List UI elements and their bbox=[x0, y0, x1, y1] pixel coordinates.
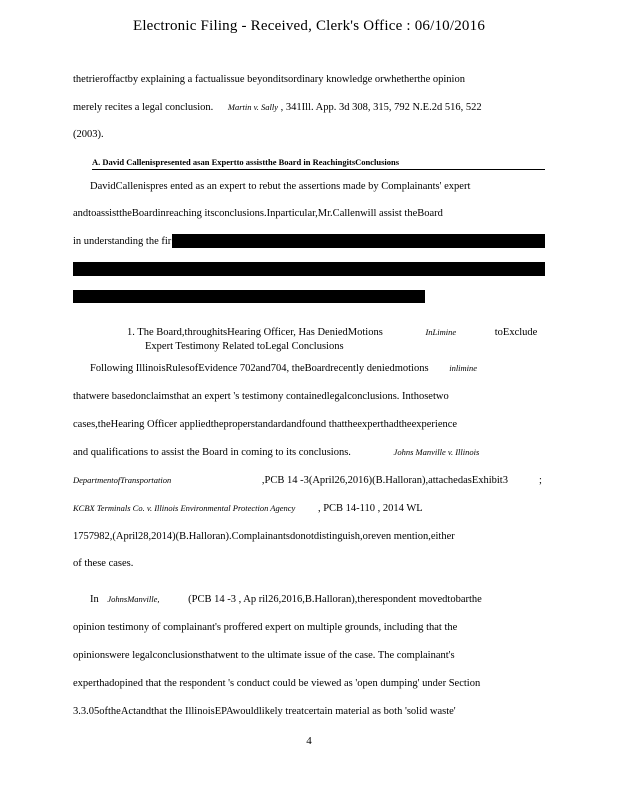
case-citation: Johns Manville v. Illinois bbox=[393, 447, 480, 457]
body-line bbox=[90, 362, 477, 375]
redaction-bar bbox=[172, 234, 545, 248]
list-item-heading bbox=[127, 326, 537, 339]
redaction-bar bbox=[73, 290, 425, 303]
case-citation: Martin v. Sally bbox=[227, 102, 278, 112]
body-line: thetrieroffactby explaining a factualissue beyonditsordinary knowledge orwhetherthe opinion bbox=[73, 74, 465, 85]
body-line: (2003). bbox=[73, 129, 104, 140]
list-item-heading: Expert Testimony Related toLegal Conclusions bbox=[145, 341, 344, 352]
text-run: In bbox=[90, 594, 99, 605]
latin-term: InLimine bbox=[425, 327, 457, 337]
body-line: 3.3.05oftheActandthat the IllinoisEPAwouldlikely treatcertain material as both 'solid waste' bbox=[73, 706, 456, 717]
body-line: opinionswere legalconclusionsthatwent to the ultimate issue of the case. The complainant's bbox=[73, 650, 455, 661]
case-citation: JohnsManville, bbox=[107, 594, 160, 604]
body-line bbox=[73, 474, 542, 487]
latin-term: inlimine bbox=[449, 363, 478, 373]
body-line bbox=[90, 593, 482, 606]
text-run: (PCB 14 -3 , Ap ril26,2016,B.Halloran),therespondent movedtobarthe bbox=[188, 594, 482, 605]
text-run: Following IllinoisRulesofEvidence 702and704, theBoardrecently deniedmotions bbox=[90, 363, 429, 374]
body-line: cases,theHearing Officer appliedtheproperstandardandfound thattheexperthadtheexperience bbox=[73, 419, 458, 430]
section-heading: A. David Callenispresented asan Expertto assistthe Board in ReachingitsConclusions bbox=[92, 157, 545, 170]
body-line bbox=[73, 101, 482, 114]
text-run: , PCB 14-110 , 2014 WL bbox=[317, 503, 423, 514]
text-run: 1. The Board,throughitsHearing Officer, Has DeniedMotions bbox=[127, 327, 383, 338]
body-line: of these cases. bbox=[73, 558, 134, 569]
body-line: in understanding the fir bbox=[73, 236, 172, 247]
redaction-bar bbox=[73, 262, 545, 276]
body-line: andtoassisttheBoardinreaching itsconclusions.Inparticular,Mr.Callenwill assist theBoard bbox=[73, 208, 443, 219]
body-line: DavidCallenispres ented as an expert to rebut the assertions made by Complainants' expert bbox=[90, 181, 471, 192]
text-run: toExclude bbox=[494, 327, 538, 338]
body-line: experthadopined that the respondent 's conduct could be viewed as 'open dumping' under Section bbox=[73, 678, 481, 689]
body-line bbox=[73, 502, 423, 515]
body-line bbox=[73, 446, 479, 459]
text-run: ,PCB 14 -3(April26,2016)(B.Halloran),attachedasExhibit3 bbox=[261, 475, 508, 486]
body-line: 1757982,(April28,2014)(B.Halloran).Complainantsdonotdistinguish,oreven mention,either bbox=[73, 531, 455, 542]
page-number: 4 bbox=[306, 735, 312, 747]
filing-header: Electronic Filing - Received, Clerk's Office : 06/10/2016 bbox=[132, 18, 486, 34]
text-run: ; bbox=[539, 475, 542, 486]
text-run: merely recites a legal conclusion. bbox=[73, 102, 214, 113]
body-line: thatwere basedonclaimsthat an expert 's testimony containedlegalconclusions. Inthosetwo bbox=[73, 391, 449, 402]
case-citation: DepartmentofTransportation bbox=[73, 475, 172, 485]
text-run: and qualifications to assist the Board in coming to its conclusions. bbox=[73, 447, 351, 458]
text-run: , 341Ill. App. 3d 308, 315, 792 N.E.2d 516, 522 bbox=[280, 102, 482, 113]
case-citation: KCBX Terminals Co. v. Illinois Environmental Protection Agency bbox=[73, 503, 296, 513]
body-line: opinion testimony of complainant's proffered expert on multiple grounds, including that the bbox=[73, 622, 458, 633]
